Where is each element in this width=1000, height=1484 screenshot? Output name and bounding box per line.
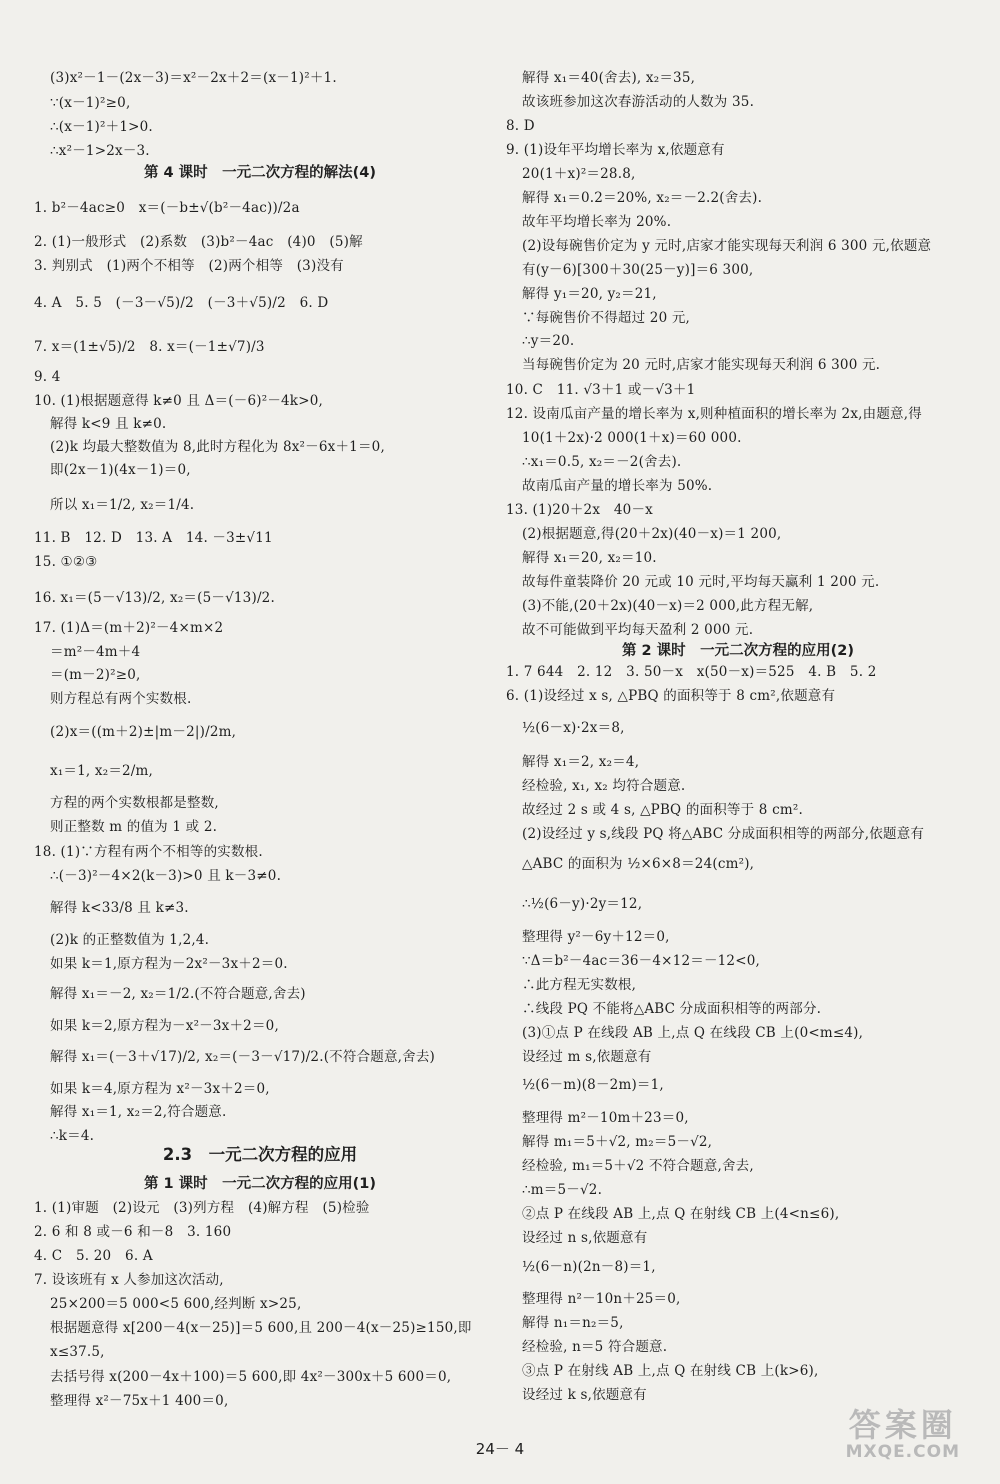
watermark-line2: MXQE.COM [845,1442,960,1462]
answer-line: 故每件童装降价 20 元或 10 元时,平均每天赢利 1 200 元. [522,574,880,590]
answer-line: 解得 x₁＝2, x₂＝4, [522,754,640,770]
answer-line: ∴m＝5－√2. [522,1182,603,1198]
answer-line: ∵(x－1)²≥0, [50,95,131,111]
answer-line: 则方程总有两个实数根. [50,691,192,707]
answer-line: 17. (1)Δ＝(m＋2)²－4×m×2 [34,620,224,636]
answer-line: 解得 x₁＝20, x₂＝10. [522,550,657,566]
answer-line: 有(y－6)[300＋30(25－y)]＝6 300, [522,262,754,278]
answer-line: 解得 x₁＝0.2＝20%, x₂＝－2.2(舍去). [522,190,763,206]
answer-line: 当每碗售价定为 20 元时,店家才能实现每天利润 6 300 元. [522,357,881,373]
answer-line: 所以 x₁＝1/2, x₂＝1/4. [50,497,195,513]
section-heading: 第 1 课时 一元二次方程的应用(1) [143,1176,377,1192]
answer-line: ½(6－m)(8－2m)＝1, [522,1077,664,1093]
answer-line: 即(2x－1)(4x－1)＝0, [50,462,191,478]
answer-line: 设经过 m s,依题意有 [522,1049,652,1065]
answer-line: △ABC 的面积为 ½×6×8＝24(cm²), [522,856,755,872]
answer-line: 10(1＋2x)·2 000(1＋x)＝60 000. [522,430,742,446]
answer-line: (3)不能,(20＋2x)(40－x)＝2 000,此方程无解, [522,598,814,614]
answer-line: ∵每碗售价不得超过 20 元, [522,310,691,326]
answer-line: ∴x₁＝0.5, x₂＝－2(舍去). [522,454,682,470]
section-heading: 第 4 课时 一元二次方程的解法(4) [143,165,377,181]
answer-line: 整理得 y²－6y＋12＝0, [522,929,670,945]
answer-line: 7. 设该班有 x 人参加这次活动, [34,1272,224,1288]
answer-line: 则正整数 m 的值为 1 或 2. [50,819,218,835]
answer-line: 整理得 x²－75x＋1 400＝0, [50,1393,229,1409]
answer-line: ½(6－n)(2n－8)＝1, [522,1259,656,1275]
answer-line: 故经过 2 s 或 4 s, △PBQ 的面积等于 8 cm². [522,802,803,818]
answer-line: 整理得 n²－10n＋25＝0, [522,1291,681,1307]
answer-line: ＝(m－2)²≥0, [50,667,141,683]
answer-line: (2)k 的正整数值为 1,2,4. [50,932,210,948]
answer-line: 16. x₁＝(5－√13)/2, x₂＝(5－√13)/2. [34,590,275,606]
answer-line: 如果 k＝1,原方程为－2x²－3x＋2＝0. [50,956,288,972]
answer-line: 如果 k＝2,原方程为－x²－3x＋2＝0, [50,1018,279,1034]
answer-line: 解得 m₁＝5＋√2, m₂＝5－√2, [522,1134,713,1150]
answer-line: 如果 k＝4,原方程为 x²－3x＋2＝0, [50,1081,270,1097]
answer-line: 4. C 5. 20 6. A [34,1248,153,1264]
answer-line: ∴线段 PQ 不能将△ABC 分成面积相等的两部分. [522,1001,822,1017]
answer-line: 解得 k<33/8 且 k≠3. [50,900,189,916]
answer-line: 解得 k<9 且 k≠0. [50,416,167,432]
answer-line: 解得 x₁＝(－3＋√17)/2, x₂＝(－3－√17)/2.(不符合题意,舍去) [50,1049,436,1065]
answer-line: 1. (1)审题 (2)设元 (3)列方程 (4)解方程 (5)检验 [34,1200,370,1216]
answer-line: 10. C 11. √3＋1 或－√3＋1 [506,382,696,398]
answer-line: 20(1＋x)²＝28.8, [522,166,636,182]
answer-line: ½(6－x)·2x＝8, [522,720,625,736]
answer-line: 7. x＝(1±√5)/2 8. x＝(－1±√7)/3 [34,339,265,355]
answer-line: 解得 x₁＝1, x₂＝2,符合题意. [50,1104,227,1120]
answer-line: 13. (1)20＋2x 40－x [506,502,653,518]
watermark-line1: 答案圈 [848,1406,957,1444]
answer-line: 1. b²－4ac≥0 x＝(－b±√(b²－4ac))/2a [34,200,300,216]
answer-line: 2. (1)一般形式 (2)系数 (3)b²－4ac (4)0 (5)解 [34,234,363,250]
answer-line: 12. 设南瓜亩产量的增长率为 x,则种植面积的增长率为 2x,由题意,得 [506,406,922,422]
answer-line: (3)x²－1－(2x－3)＝x²－2x＋2＝(x－1)²＋1. [50,70,337,86]
watermark-logo [846,1408,960,1462]
answer-line: 去括号得 x(200－4x＋100)＝5 600,即 4x²－300x＋5 600＝0, [50,1369,452,1385]
answer-line: 11. B 12. D 13. A 14. －3±√11 [34,530,273,546]
answer-line: ∴x²－1>2x－3. [50,143,150,159]
answer-line: 9. 4 [34,369,61,385]
answer-line: ∴k＝4. [50,1128,95,1144]
answer-line: (2)k 均最大整数值为 8,此时方程化为 8x²－6x＋1＝0, [50,439,385,455]
answer-line: 4. A 5. 5 (－3－√5)/2 (－3＋√5)/2 6. D [34,295,329,311]
answer-line: ∴y＝20. [522,333,575,349]
answer-line: (3)①点 P 在线段 AB 上,点 Q 在线段 CB 上(0<m≤4), [522,1025,864,1041]
answer-line: ③点 P 在射线 AB 上,点 Q 在射线 CB 上(k>6), [522,1363,819,1379]
answer-line: 3. 判别式 (1)两个不相等 (2)两个相等 (3)没有 [34,258,344,274]
answer-line: (2)设经过 y s,线段 PQ 将△ABC 分成面积相等的两部分,依题意有 [522,826,925,842]
answer-line: 设经过 k s,依题意有 [522,1387,647,1403]
answer-line: 经检验, m₁＝5＋√2 不符合题意,舍去, [522,1158,754,1174]
answer-line: 根据题意得 x[200－4(x－25)]＝5 600,且 200－4(x－25)≥150,即 [50,1320,472,1336]
section-heading: 第 2 课时 一元二次方程的应用(2) [621,643,855,659]
answer-line: 8. D [506,118,535,134]
answer-line: 故该班参加这次春游活动的人数为 35. [522,94,755,110]
answer-line: 10. (1)根据题意得 k≠0 且 Δ＝(－6)²－4k>0, [34,393,323,409]
answer-line: 1. 7 644 2. 12 3. 50－x x(50－x)＝525 4. B 5. 2 [506,664,877,680]
answer-line: ＝m²－4m＋4 [50,644,141,660]
answer-line: 解得 n₁＝n₂＝5, [522,1315,624,1331]
answer-line: x≤37.5, [50,1344,105,1360]
answer-line: 18. (1)∵方程有两个不相等的实数根. [34,844,263,860]
answer-line: ②点 P 在线段 AB 上,点 Q 在射线 CB 上(4<n≤6), [522,1206,840,1222]
answer-line: 6. (1)设经过 x s, △PBQ 的面积等于 8 cm²,依题意有 [506,688,836,704]
answer-line: (2)根据题意,得(20＋2x)(40－x)＝1 200, [522,526,782,542]
answer-line: 解得 x₁＝40(舍去), x₂＝35, [522,70,696,86]
answer-line: ∴(x－1)²＋1>0. [50,119,153,135]
answer-line: ∴½(6－y)·2y＝12, [522,896,643,912]
answer-line: 故南瓜亩产量的增长率为 50%. [522,478,713,494]
answer-line: 经检验, x₁, x₂ 均符合题意. [522,778,686,794]
answer-line: ∵Δ＝b²－4ac＝36－4×12＝－12<0, [522,953,761,969]
answer-line: ∴此方程无实数根, [522,977,637,993]
answer-line: (2)设每碗售价定为 y 元时,店家才能实现每天利润 6 300 元,依题意 [522,238,932,254]
answer-line: 2. 6 和 8 或－6 和－8 3. 160 [34,1224,232,1240]
answer-line: ∴(－3)²－4×2(k－3)>0 且 k－3≠0. [50,868,282,884]
answer-line: 整理得 m²－10m＋23＝0, [522,1110,689,1126]
answer-line: x₁＝1, x₂＝2/m, [50,763,154,779]
answer-line: 经检验, n＝5 符合题意. [522,1339,668,1355]
answer-line: 方程的两个实数根都是整数, [50,795,219,811]
answer-line: 15. ①②③ [34,554,98,570]
section-heading: 2.3 一元二次方程的应用 [162,1145,358,1164]
answer-line: 故不可能做到平均每天盈利 2 000 元. [522,622,754,638]
answer-line: 解得 y₁＝20, y₂＝21, [522,286,657,302]
answer-line: 故年平均增长率为 20%. [522,214,672,230]
answer-line: 9. (1)设年平均增长率为 x,依题意有 [506,142,725,158]
answer-line: 解得 x₁＝－2, x₂＝1/2.(不符合题意,舍去) [50,986,306,1002]
answer-line: (2)x＝((m＋2)±|m－2|)/2m, [50,724,237,740]
answer-line: 设经过 n s,依题意有 [522,1230,648,1246]
page-number: 24－ 4 [475,1440,525,1458]
answer-line: 25×200＝5 000<5 600,经判断 x>25, [50,1296,302,1312]
